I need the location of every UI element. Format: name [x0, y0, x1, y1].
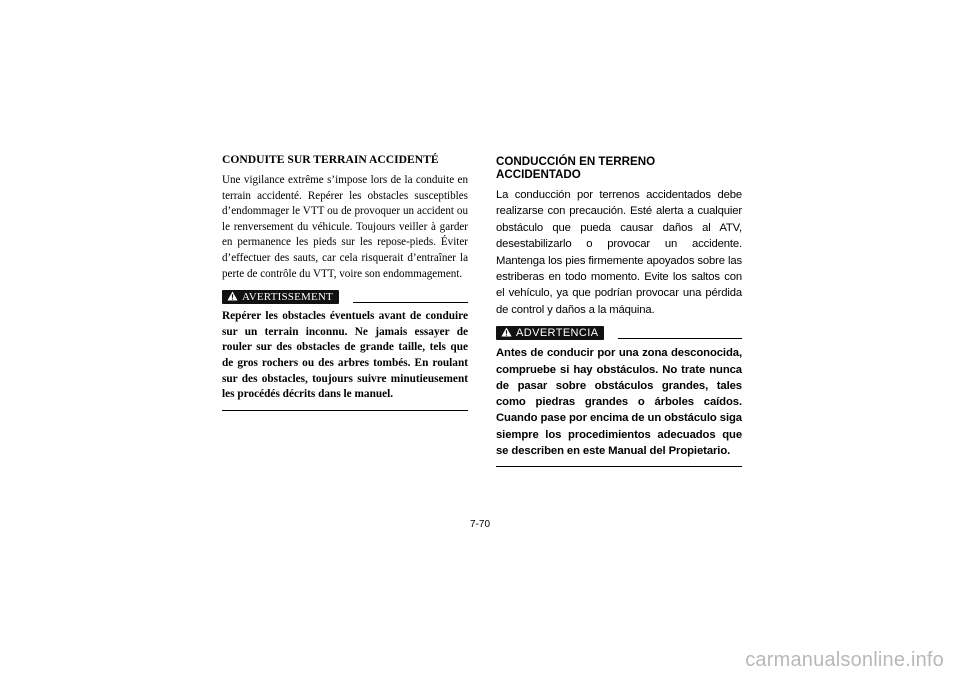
warning-rule-fr: [353, 302, 468, 303]
warning-text-es: Antes de conducir por una zona desconocida, compruebe si hay obstáculos. No trate nunca de pasar sobre obstáculos grandes, tales como piedras grandes o árboles caídos. Cuando pase por encima de un obstáculo siga siempre los procedimientos adecuados que se describen en este Manual del Propietario.: [496, 347, 742, 458]
warning-rule-es: [618, 338, 742, 339]
section-heading-fr: CONDUITE SUR TERRAIN ACCIDENTÉ: [222, 153, 439, 166]
warning-end-rule-fr: [222, 410, 468, 411]
warning-header-fr: [222, 290, 468, 304]
spanish-column: [496, 150, 742, 467]
warning-label-fr: AVERTISSEMENT: [242, 291, 333, 304]
warning-badge-fr: [222, 290, 339, 304]
warning-triangle-icon: [227, 291, 238, 304]
section-heading-es: CONDUCCIÓN EN TERRENO ACCIDENTADO: [496, 155, 656, 181]
warning-end-rule-es: [496, 466, 742, 467]
french-column: [222, 150, 468, 411]
warning-text-fr: Repérer les obstacles éventuels avant de conduire sur un terrain inconnu. Ne jamais essayer de rouler sur des obstacles de grande taille, tels que de gros rochers ou des arbres tombés. En roulant sur des obstacles, toujours suivre minutieusement les procédés décrits dans le manuel.: [222, 310, 468, 401]
page-number: 7-70: [469, 519, 490, 530]
warning-label-es: ADVERTENCIA: [516, 327, 599, 340]
warning-triangle-icon: [501, 327, 512, 340]
body-text-es: La conducción por terrenos accidentados debe realizarse con precaución. Esté alerta a cualquier obstáculo que pueda causar daños al ATV, desestabilizarlo o provocar un accidente. Mantenga los pies firmemente apoyados sobre las estriberas en todo momento. Evite los saltos con el vehículo, ya que podrían provocar una pérdida de control y daños a la máquina.: [496, 189, 742, 316]
warning-header-es: [496, 326, 742, 340]
warning-badge-es: [496, 326, 604, 340]
watermark: carmanualsonline.info: [745, 649, 944, 671]
body-text-fr: Une vigilance extrême s’impose lors de la conduite en terrain accidenté. Repérer les obstacles susceptibles d’endommager le VTT ou de provoquer un accident ou le renversement du véhicule. Toujours veiller à garder en permanence les pieds sur les repose-pieds. Éviter d’effectuer des sauts, car cela risquerait d’entraîner la perte de contrôle du VTT, voire son endommagement.: [222, 174, 468, 280]
